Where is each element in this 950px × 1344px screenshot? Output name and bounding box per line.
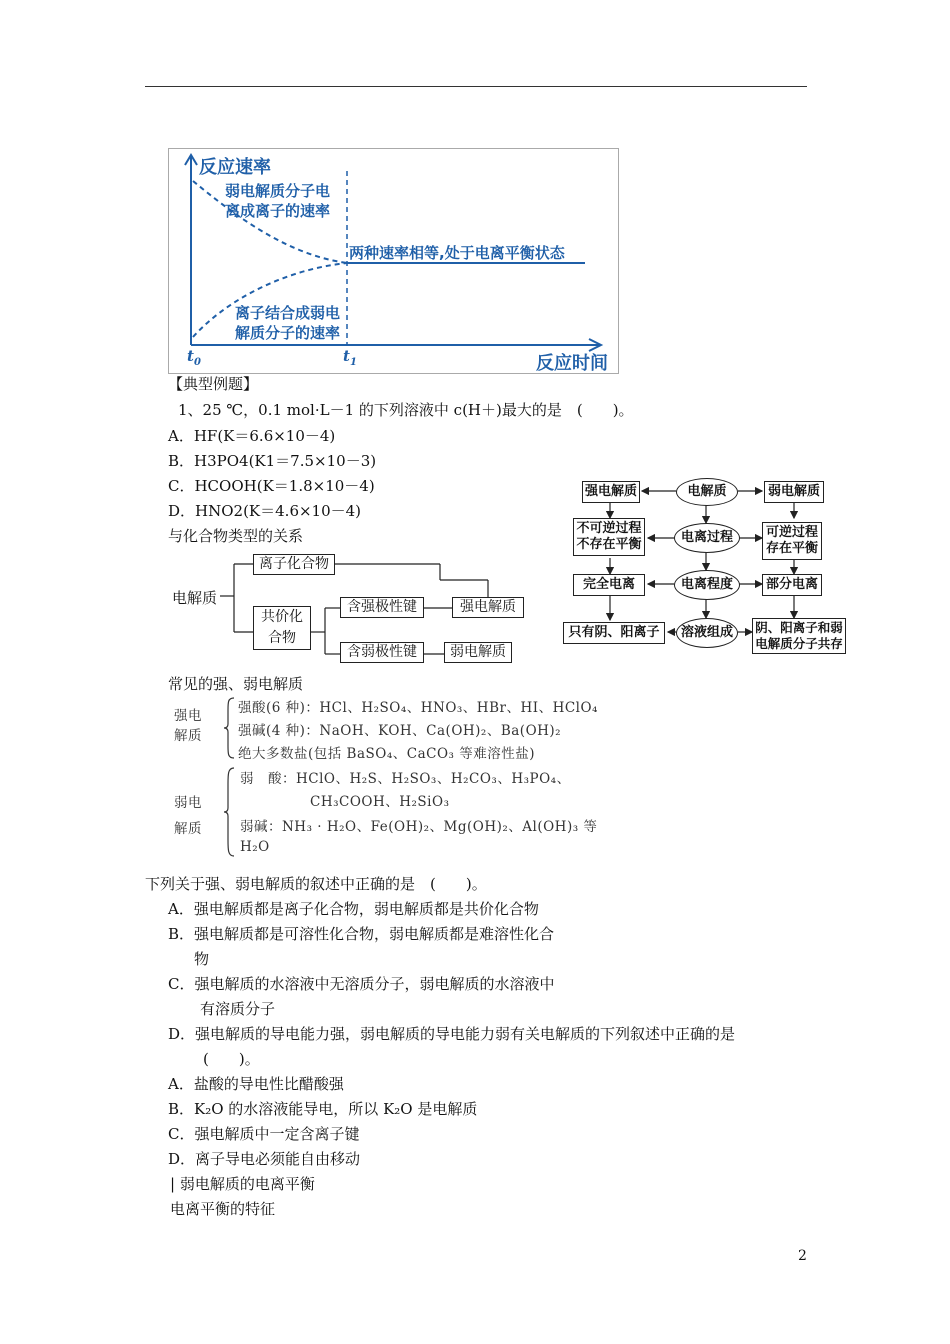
ionic-compound-box: 离子化合物 [253, 554, 335, 575]
flow-composition-oval: 溶液组成 [676, 618, 738, 648]
page-number: 2 [798, 1248, 807, 1264]
weak-electrolyte-box: 弱电解质 [444, 642, 512, 663]
subsection-heading: 电离平衡的特征 [170, 1200, 276, 1218]
t1-label: $t_1$ [343, 347, 357, 368]
q3-option-a: A．盐酸的导电性比醋酸强 [168, 1075, 344, 1093]
q3-option-c: C．强电解质中一定含离子键 [168, 1125, 360, 1143]
example-heading: 【典型例题】 [168, 375, 259, 393]
weak-brace [222, 766, 236, 858]
flow-reversible-box: 可逆过程 存在平衡 [762, 522, 822, 560]
flow-complete-box: 完全电离 [573, 574, 645, 596]
flow-process-oval: 电离过程 [674, 523, 740, 553]
q3-option-b: B．K₂O 的水溶液能导电，所以 K₂O 是电解质 [168, 1100, 478, 1118]
relation-title: 与化合物类型的关系 [168, 527, 304, 545]
forward-rate-label: 弱电解质分子电 离成离子的速率 [225, 182, 331, 220]
option-b: B．H3PO4(K1＝7.5×10－3) [168, 452, 377, 470]
chart-x-label: 反应时间 [536, 353, 608, 374]
section-heading: | 弱电解质的电离平衡 [170, 1175, 315, 1193]
option-c: C．HCOOH(K＝1.8×10－4) [168, 477, 375, 495]
q2-stem: 下列关于强、弱电解质的叙述中正确的是 ( )。 [145, 875, 487, 893]
rate-chart [168, 148, 619, 374]
chart-y-label: 反应速率 [199, 157, 271, 178]
weak-polar-box: 含弱极性键 [340, 642, 424, 663]
covalent-compound-box: 共价化 合物 [253, 606, 311, 650]
q2-option-d-2: ( )。 [203, 1050, 260, 1068]
flow-electrolyte-oval: 电解质 [676, 478, 738, 506]
q2-option-b-2: 物 [194, 950, 210, 968]
equilibrium-label: 两种速率相等,处于电离平衡状态 [349, 244, 565, 262]
q2-option-d-1: D．强电解质的导电能力强，弱电解质的导电能力弱有关电解质的下列叙述中正确的是 [168, 1025, 736, 1043]
strong-acids: 强酸(6 种)：HCl、H₂SO₄、HNO₃、HBr、HI、HClO₄ [238, 700, 598, 716]
header-rule [145, 86, 807, 87]
weak-water: H₂O [240, 839, 270, 855]
flow-coexist-box: 阴、阳离子和弱 电解质分子共存 [752, 618, 846, 654]
strong-label: 强电 解质 [174, 708, 202, 744]
flow-partial-box: 部分电离 [762, 574, 822, 596]
weak-acids-2: CH₃COOH、H₂SiO₃ [310, 794, 450, 810]
weak-bases: 弱碱：NH₃ · H₂O、Fe(OH)₂、Mg(OH)₂、Al(OH)₃ 等 [240, 819, 598, 835]
weak-acids-1: 弱 酸：HClO、H₂S、H₂SO₃、H₂CO₃、H₃PO₄、 [240, 771, 571, 787]
flow-degree-oval: 电离程度 [674, 570, 740, 600]
t0-label: $t_0$ [187, 347, 201, 368]
reverse-rate-label: 离子结合成弱电 解质分子的速率 [235, 304, 341, 342]
flow-irreversible-box: 不可逆过程 不存在平衡 [573, 518, 645, 556]
flow-weak-box: 弱电解质 [764, 481, 824, 503]
q2-option-b-1: B．强电解质都是可溶性化合物，弱电解质都是难溶性化合 [168, 925, 555, 943]
strong-polar-box: 含强极性键 [340, 597, 424, 618]
strong-brace [222, 696, 236, 760]
strong-electrolyte-box: 强电解质 [452, 597, 524, 618]
strong-bases: 强碱(4 种)：NaOH、KOH、Ca(OH)₂、Ba(OH)₂ [238, 723, 562, 739]
q2-option-a: A．强电解质都是离子化合物，弱电解质都是共价化合物 [168, 900, 539, 918]
q2-option-c-1: C．强电解质的水溶液中无溶质分子，弱电解质的水溶液中 [168, 975, 555, 993]
option-d: D．HNO2(K＝4.6×10－4) [168, 502, 362, 520]
weak-label: 弱电 解质 [174, 795, 202, 837]
example-question: 1、25 ℃，0.1 mol·L－1 的下列溶液中 c(H＋)最大的是 ( )。 [178, 401, 634, 419]
q3-option-d: D．离子导电必须能自由移动 [168, 1150, 361, 1168]
option-a: A．HF(K＝6.6×10－4) [168, 427, 336, 445]
common-title: 常见的强、弱电解质 [168, 675, 304, 693]
tree-root: 电解质 [172, 589, 218, 607]
flow-strong-box: 强电解质 [582, 481, 640, 503]
q2-option-c-2: 有溶质分子 [200, 1000, 276, 1018]
flow-only-ions-box: 只有阴、阳离子 [563, 622, 665, 644]
strong-salts: 绝大多数盐(包括 BaSO₄、CaCO₃ 等难溶性盐) [238, 746, 535, 762]
